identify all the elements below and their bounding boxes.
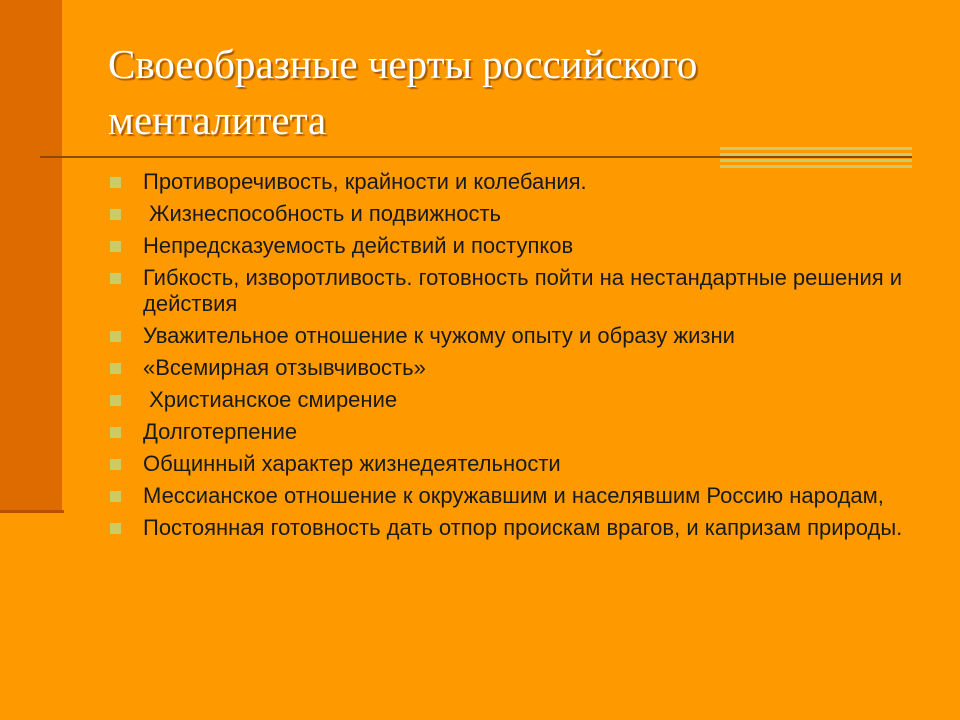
bullet-item [110, 387, 920, 413]
bullet-square-icon [110, 427, 121, 438]
bullet-item [110, 483, 920, 509]
bullet-item [110, 323, 920, 349]
bullet-square-icon [110, 363, 121, 374]
bullet-square-icon [110, 177, 121, 188]
bullet-item [110, 355, 920, 381]
bullet-square-icon [110, 331, 121, 342]
bullet-square-icon [110, 523, 121, 534]
bullet-text: Уважительное отношение к чужому опыту и образу жизни [143, 323, 735, 348]
bullet-square-icon [110, 241, 121, 252]
bullet-text: Гибкость, изворотливость. готовность пойти на нестандартные решения и действия [143, 265, 909, 316]
bullet-text: Мессианское отношение к окружавшим и населявшим Россию народам, [143, 483, 884, 508]
bullet-text: Долготерпение [143, 419, 298, 444]
accent-stripes [720, 147, 912, 168]
slide-title-line1: Своеобразные черты российского [108, 41, 698, 87]
bullet-item [110, 451, 920, 477]
slide-title-line2: менталитета [108, 97, 327, 143]
bullet-item [110, 515, 920, 541]
bullet-text: Непредсказуемость действий и поступков [143, 233, 574, 258]
bullet-text: Постоянная готовность дать отпор проискам врагов, и капризам природы. [143, 515, 903, 540]
bullet-item [110, 233, 920, 259]
bullet-square-icon [110, 491, 121, 502]
bullet-list [110, 169, 920, 547]
bullet-item [110, 169, 920, 195]
side-band-edge [0, 510, 64, 513]
bullet-text: Жизнеспособность и подвижность [143, 201, 501, 226]
bullet-text: Общинный характер жизнедеятельности [143, 451, 561, 476]
bullet-text: Христианское смирение [143, 387, 398, 412]
slide-title [108, 36, 868, 148]
bullet-square-icon [110, 209, 121, 220]
bullet-square-icon [110, 395, 121, 406]
bullet-item [110, 201, 920, 227]
bullet-text: «Всемирная отзывчивость» [143, 355, 426, 380]
bullet-text: Противоречивость, крайности и колебания. [143, 169, 587, 194]
bullet-item [110, 419, 920, 445]
side-band [0, 0, 62, 512]
bullet-square-icon [110, 459, 121, 470]
bullet-square-icon [110, 273, 121, 284]
bullet-item [110, 265, 920, 317]
